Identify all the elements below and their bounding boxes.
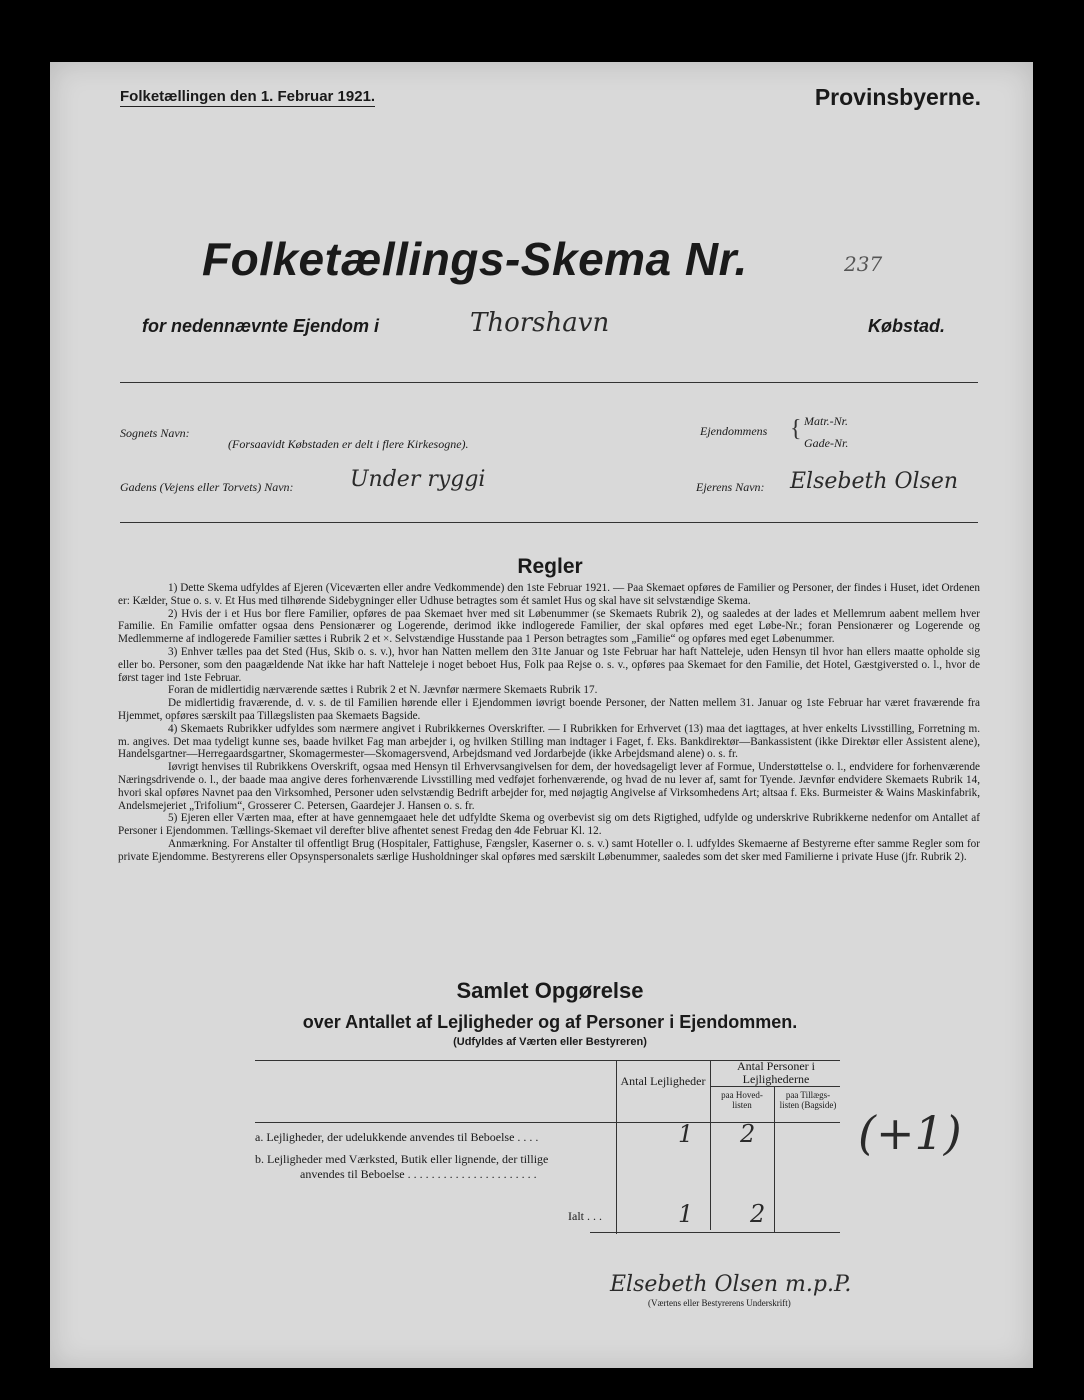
town-name-handwritten: Thorshavn — [470, 308, 610, 338]
col-antal-personer: Antal Personer i Lejlighederne — [737, 1059, 815, 1086]
rule-3-note-a: Foran de midlertidig nærværende sættes i Rubrik 2 et N. Jævnfør nærmere Skemaets Rubrik 17. — [168, 684, 598, 697]
rule-4: 4) Skemaets Rubrikker udfyldes som nærmere angivet i Rubrikkernes Overskrifter. — I Rubrikken for Erhvervet (13) maa det iagttages, at hver enkelts Livsstilling, Forretning m. m. angives. Det maa tydeligt kunne ses, baade hvilket Fag man arbejder i, og hvilken Stilling man indtager i Faget, f. Eks. Bankdirektør—Bankassistent (ikke Direktør eller Assistent alene), Handelsgartner—Herregaardsgartner, Skomagermester—Skomagersvend, Arbejdsmand ved Jordarbejde (ikke Arbejdsmand alene) o. s. fr. — [118, 722, 980, 761]
row-b-label-2: anvendes til Beboelse . . . . . . . . . . . . . . . . . . . . . . — [300, 1167, 537, 1181]
table-col-line-1 — [616, 1060, 617, 1230]
divider-middle — [120, 522, 978, 523]
total-personer: 2 — [750, 1200, 766, 1228]
rules-text — [118, 582, 980, 864]
table-col-line-2 — [710, 1060, 711, 1230]
row-a-label: a. Lejligheder, der udelukkende anvendes til Beboelse . . . . — [255, 1130, 539, 1144]
kobstad-label: Købstad. — [868, 316, 946, 336]
rules-title: Regler — [517, 555, 583, 578]
total-lejligheder: 1 — [678, 1200, 694, 1228]
table-total-rule — [590, 1232, 840, 1233]
summary-subtitle: over Antallet af Lejligheder og af Personer i Ejendommen. — [302, 1012, 798, 1032]
region-header: Provinsbyerne. — [814, 84, 981, 110]
matr-nr-label: Matr.-Nr. — [804, 414, 849, 428]
row-a-personer: 2 — [740, 1120, 756, 1148]
rule-3: 3) Enhver tælles paa det Sted (Hus, Skib o. s. v.), hvor han Natten mellem den 31te Januar og 1ste Februar har haft Natteleje, uden Hensyn til hvor han ellers maatte opholde sig eller bo. Personer, som den paagældende Nat ikke har haft Natteleje i noget beboet Hus, Folk paa Rejse o. s. v., opføres paa Skemaet for den Familie, det Hotel, Gæstgiversted o. l., hvor de først tager ind 1ste Februar. — [118, 645, 980, 684]
summary-title: Samlet Opgørelse — [456, 978, 644, 1003]
form-number: 237 — [844, 252, 883, 276]
parish-note: (Forsaavidt Købstaden er delt i flere Kirkesogne). — [228, 437, 469, 451]
gade-nr-label: Gade-Nr. — [804, 436, 849, 450]
col-antal-lejligheder: Antal Lejligheder — [620, 1074, 706, 1088]
form-title: Folketællings-Skema Nr. — [202, 233, 748, 285]
parish-label: Sognets Navn: — [120, 426, 190, 440]
table-col-line-3 — [774, 1086, 775, 1232]
rule-1: 1) Dette Skema udfyldes af Ejeren (Viceværten eller andre Vedkommende) den 1ste Februar 1921. — Paa Skemaet opføres de Familier og Personer, der findes i Huset, idet Ordenen er: Kælder, Stue o. s. v. Et Hus med tilhørende Sidebygninger eller Udhuse betragtes som ét samlet Hus og skal have sit selvstændige Skema. — [118, 582, 980, 607]
rule-5: 5) Ejeren eller Værten maa, efter at have gennemgaaet hele det udfyldte Skema og overbevist sig om dets Rigtighed, udfylde og underskrive Rubrikkerne nedenfor om Antallet af Personer i Ejendommen. Tællings-Skemaet vil derefter blive afhentet senest Fredag den 4de Februar Kl. 12. — [118, 812, 980, 838]
row-total-label: Ialt . . . — [568, 1209, 602, 1223]
col-hovedlisten: paa Hoved-listen — [721, 1090, 763, 1110]
margin-note-handwritten: (+1) — [858, 1106, 962, 1160]
table-subheader-rule — [710, 1086, 840, 1087]
row-b-label-1: b. Lejligheder med Værksted, Butik eller lignende, der tillige — [255, 1152, 549, 1166]
property-label: Ejendommens — [700, 424, 768, 438]
table-total-line — [616, 1212, 617, 1234]
census-form — [50, 62, 1033, 1368]
owner-name-handwritten: Elsebeth Olsen — [790, 469, 959, 494]
property-subtitle: for nedennævnte Ejendom i — [142, 316, 380, 336]
rule-4-note: Iøvrigt henvises til Rubrikkens Overskrift, ogsaa med Hensyn til Erhvervsangivelsen for dem, der hovedsageligt lever af Formue, Understøttelse o. l., endvidere for forhenværende Næringsdrivende o. l., der baade maa angive deres forhenværende Livsstilling med vedføjet forhenværende, og hvad de nu lever af, samt for Tyende. Jævnfør endvidere Skemaets Rubrik 14, hvori skal opføres Navnet paa den Virksomhed, Personer uden selvstændig Bedrift arbejder for, med nøjagtig Angivelse af Virksomhedens Art; altsaa f. Eks. Burmeister & Wains Maskinfabrik, Andelsmejeriet „Trifolium“, Grosserer C. Petersen, Gaardejer J. Hansen o. s. fr. — [118, 761, 980, 812]
street-name-handwritten: Under ryggi — [350, 467, 486, 492]
signature-handwritten: Elsebeth Olsen m.p.P. — [610, 1272, 852, 1297]
signature-label: (Værtens eller Bestyrerens Underskrift) — [648, 1298, 791, 1308]
summary-note: (Udfyldes af Værten eller Bestyreren) — [453, 1036, 647, 1048]
col-tillaegslisten: paa Tillægs-listen (Bagside) — [779, 1090, 837, 1110]
rule-2: 2) Hvis der i et Hus bor flere Familier, opføres de paa Skemaet hver med sit Løbenummer (se Skemaets Rubrik 2), og saaledes at der lades et Mellemrum aabent mellem hver Familie. En Familie omfatter ogsaa dens Pensionærer og Logerende, derimod ikke indlogerede Familier, der skal opføres med eget Løbe-Nr.; foran Pensionærer og Logerende og Medlemmerne af indlogerede Familier sættes i Rubrik 2 et ×. Selvstændige Husstande paa 1 Person betragtes som „Familie“ og opføres med eget Løbenummer. — [118, 607, 980, 646]
remark: Anmærkning. For Anstalter til offentligt Brug (Hospitaler, Fattighuse, Fængsler, Kaserner o. s. v.) samt Hoteller o. l. udfyldes Skemaerne af Bestyrerne efter samme Regler som for private Ejendomme. Bestyrerens eller Opsynspersonalets særlige Husholdninger skal opføres med særskilt Løbenummer, saaledes som det sker med Familierne i private Huse (jfr. Rubrik 2). — [118, 837, 980, 863]
brace: { — [790, 416, 802, 442]
census-date-header: Folketællingen den 1. Februar 1921. — [120, 88, 376, 105]
row-a-lejligheder: 1 — [678, 1120, 694, 1148]
owner-label: Ejerens Navn: — [696, 480, 765, 494]
street-label: Gadens (Vejens eller Torvets) Navn: — [120, 480, 294, 494]
divider-top — [120, 382, 978, 383]
rule-3-note-b: De midlertidig fraværende, d. v. s. de til Familien hørende eller i Ejendommen iøvrigt boende Personer, der Natten mellem 31. Januar og 1ste Februar har været fraværende fra Hjemmet, opføres særskilt paa Tillægslisten paa Skemaets Bagside. — [118, 697, 980, 722]
